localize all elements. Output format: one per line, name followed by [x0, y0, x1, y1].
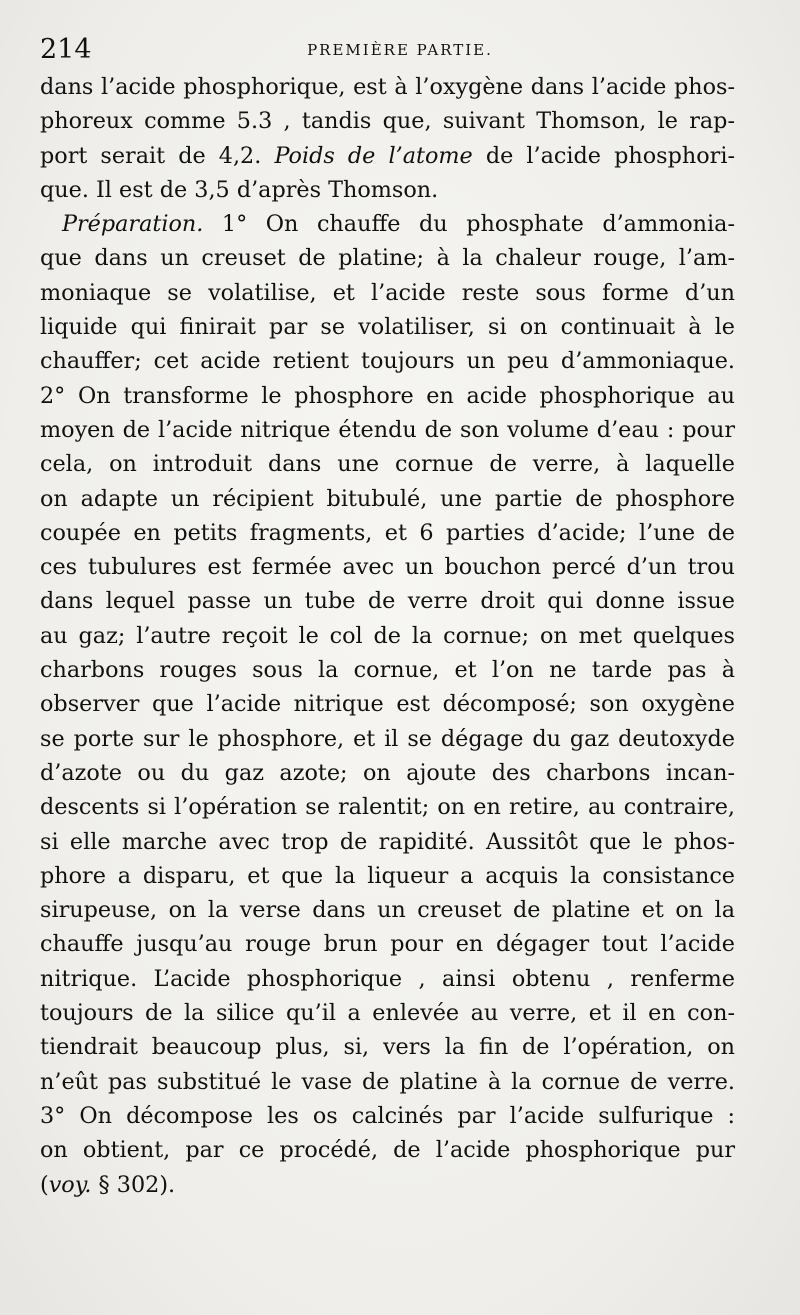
- text-line: [40, 1099, 735, 1133]
- text-segment: cela, on introduit dans une cornue de verre, à laquelle: [40, 451, 735, 478]
- text-line: [40, 173, 735, 207]
- text-line: [40, 139, 735, 173]
- text-line: [40, 207, 735, 241]
- text-segment: chauffer; cet acide retient toujours un peu d’ammoniaque.: [40, 348, 735, 375]
- text-line: [40, 722, 735, 756]
- text-segment: on adapte un récipient bitubulé, une partie de phosphore: [40, 485, 735, 512]
- text-line: [40, 687, 735, 721]
- text-line: [40, 104, 735, 138]
- text-line: [40, 344, 735, 378]
- text-line: [40, 447, 735, 481]
- text-line: [40, 379, 735, 413]
- text-line: [40, 516, 735, 550]
- text-segment: phore a disparu, et que la liqueur a acquis la consistance: [40, 862, 735, 889]
- text-line: [40, 1030, 735, 1064]
- text-segment: dans l’acide phosphorique, est à l’oxygène dans l’acide phos-: [40, 74, 735, 100]
- text-line: [40, 619, 735, 653]
- text-segment: si elle marche avec trop de rapidité. Aussitôt que le phos-: [40, 828, 735, 855]
- text-segment: n’eût pas substitué le vase de platine à la cornue de verre.: [40, 1068, 735, 1095]
- text-line: [40, 653, 735, 687]
- text-segment: se porte sur le phosphore, et il se dégage du gaz deutoxyde: [40, 725, 735, 752]
- text-segment: toujours de la silice qu’il a enlevée au verre, et il en con-: [40, 1000, 735, 1027]
- text-segment: chauffe jusqu’au rouge brun pour en dégager tout l’acide: [40, 931, 735, 958]
- text-line: [40, 996, 735, 1030]
- text-segment: nitrique. L’acide phosphorique , ainsi obtenu , renferme: [40, 965, 735, 992]
- text-segment: port serait de 4,2.: [40, 142, 275, 169]
- page-header: [40, 30, 760, 70]
- text-segment: tiendrait beaucoup plus, si, vers la fin de l’opération, on: [40, 1034, 735, 1061]
- text-line: [40, 756, 735, 790]
- text-line: [40, 550, 735, 584]
- text-line: [40, 893, 735, 927]
- text-segment: descents si l’opération se ralentit; on en retire, au contraire,: [40, 794, 735, 821]
- text-segment: § 302).: [91, 1171, 176, 1198]
- text-line: [40, 1133, 735, 1167]
- text-line: [40, 1065, 735, 1099]
- text-line: [40, 825, 735, 859]
- text-line: [40, 70, 735, 104]
- text-segment: charbons rouges sous la cornue, et l’on ne tarde pas à: [40, 657, 735, 684]
- text-segment: liquide qui finirait par se volatiliser, si on continuait à le: [40, 314, 735, 341]
- italic-text: voy.: [48, 1171, 92, 1198]
- text-line: [40, 927, 735, 961]
- text-segment: sirupeuse, on la verse dans un creuset de platine et on la: [40, 897, 735, 924]
- text-line: [40, 1168, 735, 1202]
- text-line: [40, 241, 735, 275]
- text-line: [40, 413, 735, 447]
- running-head: PREMIÈRE PARTIE.: [307, 41, 493, 59]
- text-line: [40, 962, 735, 996]
- text-line: [40, 276, 735, 310]
- italic-text: Préparation.: [62, 211, 204, 238]
- body-text: [40, 70, 735, 1202]
- text-line: [40, 859, 735, 893]
- text-segment: au gaz; l’autre reçoit le col de la cornue; on met quelques: [40, 622, 735, 649]
- text-segment: de l’acide phosphori-: [472, 142, 735, 169]
- text-segment: dans lequel passe un tube de verre droit qui donne issue: [40, 588, 735, 615]
- text-line: [40, 482, 735, 516]
- text-segment: (: [40, 1171, 49, 1198]
- text-line: [40, 584, 735, 618]
- text-segment: que dans un creuset de platine; à la chaleur rouge, l’am-: [40, 245, 735, 272]
- text-segment: moniaque se volatilise, et l’acide reste sous forme d’un: [40, 279, 735, 306]
- text-segment: on obtient, par ce procédé, de l’acide phosphorique pur: [40, 1137, 735, 1164]
- text-segment: 3° On décompose les os calcinés par l’acide sulfurique :: [40, 1102, 735, 1129]
- text-segment: 1° On chauffe du phosphate d’ammonia-: [203, 211, 735, 238]
- text-segment: d’azote ou du gaz azote; on ajoute des charbons incan-: [40, 759, 735, 786]
- text-segment: phoreux comme 5.3 , tandis que, suivant Thomson, le rap-: [40, 108, 735, 135]
- italic-text: Poids de l’atome: [274, 142, 473, 169]
- text-segment: coupée en petits fragments, et 6 parties d’acide; l’une de: [40, 519, 735, 546]
- text-segment: observer que l’acide nitrique est décomposé; son oxygène: [40, 691, 735, 718]
- text-line: [40, 790, 735, 824]
- text-segment: que. Il est de 3,5 d’après Thomson.: [40, 176, 439, 203]
- text-segment: 2° On transforme le phosphore en acide phosphorique au: [40, 382, 735, 409]
- page-number: 214: [40, 34, 92, 65]
- text-segment: moyen de l’acide nitrique étendu de son volume d’eau : pour: [40, 416, 735, 443]
- text-segment: ces tubulures est fermée avec un bouchon percé d’un trou: [40, 554, 735, 581]
- text-line: [40, 310, 735, 344]
